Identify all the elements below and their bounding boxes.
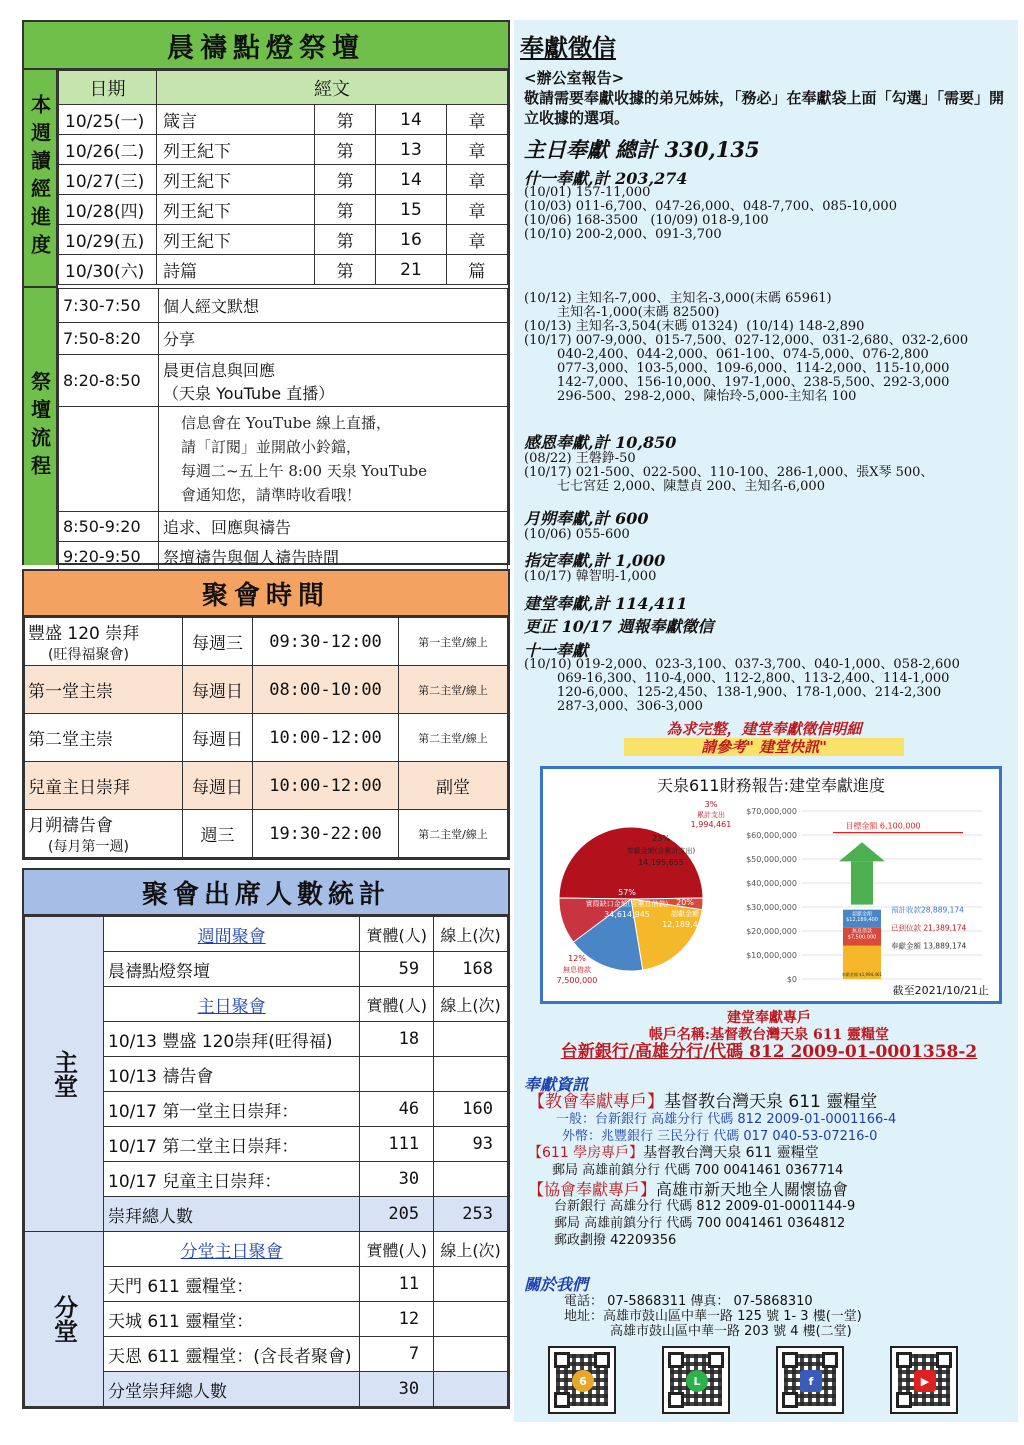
axis-tick: $40,000,000 bbox=[746, 879, 797, 888]
donation-info bbox=[528, 1094, 1018, 1249]
attendance-in: 111 bbox=[360, 1127, 434, 1162]
facebook-qr-code[interactable] bbox=[776, 1346, 844, 1414]
slice-label: 認獻金額 bbox=[671, 910, 699, 918]
reading-unit: 章 bbox=[446, 225, 507, 255]
account-line1: 帳戶名稱:基督教台灣天泉 611 靈糧堂 bbox=[648, 1027, 890, 1043]
reading-num: 13 bbox=[376, 135, 447, 165]
chart-title: 天泉611財務報告:建堂奉獻進度 bbox=[657, 776, 885, 795]
flow-row bbox=[59, 289, 508, 323]
meeting-name: 兒童主日崇拜 bbox=[25, 762, 183, 810]
meeting-time: 10:00-12:00 bbox=[253, 762, 399, 810]
sunday-link[interactable]: 主日聚會 bbox=[104, 987, 360, 1022]
building-head: 建堂奉獻,計 114,411 bbox=[524, 594, 688, 613]
attendance-name: 10/13 禱告會 bbox=[104, 1057, 360, 1092]
flow-item: 分享 bbox=[159, 323, 508, 355]
branch-total-name: 分堂崇拜總人數 bbox=[104, 1372, 360, 1407]
flow-side-label: 祭壇流程 bbox=[24, 286, 58, 565]
attendance-in: 46 bbox=[360, 1092, 434, 1127]
assoc-name: 高雄市新天地全人關懷協會 bbox=[656, 1180, 849, 1199]
col-in: 實體(人) bbox=[360, 1232, 434, 1267]
axis-tick: $30,000,000 bbox=[746, 903, 797, 912]
church-line1: 一般：台新銀行 高雄分行 代碼 812 2009-01-0001166-4 bbox=[556, 1112, 897, 1127]
office-notice bbox=[524, 68, 1014, 128]
attendance-name: 10/17 第一堂主日崇拜： bbox=[104, 1092, 360, 1127]
attendance-name: 天門 611 靈糧堂： bbox=[104, 1267, 360, 1302]
about-head: 關於我們 bbox=[524, 1275, 589, 1294]
youtube-qr-code[interactable] bbox=[890, 1346, 958, 1414]
reading-pre: 第 bbox=[315, 195, 376, 225]
church-logo-icon: 6 bbox=[572, 1370, 594, 1392]
slice-value: 12,189,400 bbox=[662, 920, 708, 929]
tithe-line: (10/13) 主知名-3,504(末碼 01324) (10/14) 148-2,890 bbox=[524, 319, 865, 334]
col-in: 實體(人) bbox=[360, 987, 434, 1022]
slice-pct: 12% bbox=[568, 954, 586, 963]
flow-time: 9:20-9:50 bbox=[59, 542, 159, 571]
church-name: 基督教台灣天泉 611 靈糧堂 bbox=[664, 1092, 878, 1112]
meeting-row bbox=[25, 714, 508, 762]
attendance-title: 聚會出席人數統計 bbox=[24, 870, 508, 916]
attendance-online bbox=[434, 1022, 508, 1057]
slice-pct: 57% bbox=[618, 888, 636, 897]
flow-time: 8:20-8:50 bbox=[59, 355, 159, 407]
meeting-row bbox=[25, 618, 508, 666]
tithe-line: (10/12) 主知名-7,000、主知名-3,000(末碼 65961) bbox=[524, 291, 832, 306]
progress-arrow-shaft bbox=[851, 861, 873, 904]
building-note-line: 請參考" 建堂快訊" bbox=[701, 738, 827, 756]
building-account bbox=[524, 1010, 1014, 1061]
attendance-online: 168 bbox=[434, 952, 508, 987]
thanks-line: (10/17) 021-500、022-500、110-100、286-1,000、張X琴 500、 bbox=[524, 465, 934, 480]
reading-unit: 章 bbox=[446, 105, 507, 135]
col-online: 線上(次) bbox=[434, 917, 508, 952]
slice-pct: 23% bbox=[652, 834, 670, 843]
assoc-tag: 【協會奉獻專戶】 bbox=[528, 1180, 657, 1199]
flow-time: 7:50-8:20 bbox=[59, 323, 159, 355]
meeting-row bbox=[25, 762, 508, 810]
tithe-line: (10/10) 200-2,000、091-3,700 bbox=[524, 227, 722, 242]
note-line: 會通知您，請準時收看哦！ bbox=[181, 486, 362, 504]
bar-inner-label: 認獻金額 bbox=[851, 911, 873, 918]
flow-item: 祭壇禱告與個人禱告時間 bbox=[159, 542, 508, 571]
tithe2-line: 069-16,300、110-4,000、112-2,800、113-2,400、114-1,000 bbox=[524, 671, 950, 686]
branch-link[interactable]: 分堂主日聚會 bbox=[104, 1232, 360, 1267]
tithe2-line: 287-3,000、306-3,000 bbox=[524, 699, 703, 714]
meeting-day: 每週三 bbox=[183, 618, 253, 666]
flow-row bbox=[59, 323, 508, 355]
attendance-online bbox=[434, 1267, 508, 1302]
bar-inner-label: 奉獻金額 $1,994,461 bbox=[841, 972, 883, 978]
meeting-place: 副堂 bbox=[399, 762, 508, 810]
slice-label: 奉獻金額(含累計支出) bbox=[626, 847, 696, 855]
reading-unit: 篇 bbox=[446, 255, 507, 285]
designated-head: 指定奉獻,計 1,000 bbox=[524, 551, 666, 570]
reading-row bbox=[59, 165, 508, 195]
axis-tick: $20,000,000 bbox=[746, 927, 797, 936]
account-line2: 台新銀行/高雄分行/代碼 812 2009-01-0001358-2 bbox=[560, 1042, 978, 1062]
tithe-head: 什一奉獻,計 203,274 bbox=[524, 169, 688, 188]
attendance-total-in: 205 bbox=[360, 1197, 434, 1232]
meeting-time: 10:00-12:00 bbox=[253, 714, 399, 762]
designated-line: (10/17) 韓智明-1,000 bbox=[524, 569, 657, 584]
line-icon: L bbox=[686, 1370, 708, 1392]
flow-table bbox=[58, 288, 508, 571]
reading-date: 10/27(三) bbox=[59, 165, 157, 195]
meeting-sub: (旺得福聚會) bbox=[48, 647, 129, 663]
meeting-times-section bbox=[22, 569, 510, 860]
bar-label: 奉獻金額 13,889,174 bbox=[891, 941, 967, 951]
assoc-line2: 郵局 高雄前鎮分行 代碼 700 0041461 0364812 bbox=[554, 1216, 846, 1231]
reading-row bbox=[59, 195, 508, 225]
meeting-name: 豐盛 120 崇拜 bbox=[28, 624, 140, 644]
reading-book: 列王紀下 bbox=[157, 195, 315, 225]
bar-inner-label: 無息借款 bbox=[851, 928, 873, 935]
reading-header-text: 經文 bbox=[157, 71, 508, 105]
reading-book: 列王紀下 bbox=[157, 135, 315, 165]
reading-row bbox=[59, 135, 508, 165]
meeting-place: 第二主堂/線上 bbox=[399, 714, 508, 762]
attendance-name: 晨禱點燈祭壇 bbox=[104, 952, 360, 987]
prayer-altar-section bbox=[22, 20, 510, 565]
attendance-total-name: 崇拜總人數 bbox=[104, 1197, 360, 1232]
offering-title: 奉獻徵信 bbox=[520, 33, 616, 62]
meeting-table bbox=[24, 617, 508, 858]
designated-lines bbox=[524, 570, 1014, 584]
meeting-place: 第二主堂/線上 bbox=[399, 810, 508, 858]
reading-date: 10/26(二) bbox=[59, 135, 157, 165]
reading-pre: 第 bbox=[315, 225, 376, 255]
attendance-name: 10/17 兒童主日崇拜： bbox=[104, 1162, 360, 1197]
meeting-sub: (每月第一週) bbox=[48, 839, 129, 855]
tithe-line: (10/01) 157-11,000 bbox=[524, 185, 651, 200]
reading-book: 詩篇 bbox=[157, 255, 315, 285]
tithe-line: (10/06) 168-3500 (10/09) 018-9,100 bbox=[524, 213, 769, 228]
attendance-table bbox=[24, 916, 508, 1407]
meeting-day: 每週日 bbox=[183, 762, 253, 810]
axis-tick: $50,000,000 bbox=[746, 855, 797, 864]
flow-item-live bbox=[159, 355, 508, 407]
attendance-online: 93 bbox=[434, 1127, 508, 1162]
axis-tick: $70,000,000 bbox=[746, 807, 797, 816]
attendance-in: 12 bbox=[360, 1302, 434, 1337]
tithe-line: 296-500、298-2,000、陳怡玲-5,000-主知名 100 bbox=[524, 389, 857, 404]
attendance-online bbox=[434, 1337, 508, 1372]
col-online: 線上(次) bbox=[434, 1232, 508, 1267]
flow-time: 8:50-9:20 bbox=[59, 512, 159, 542]
branch-label: 分堂 bbox=[25, 1232, 104, 1407]
meeting-day: 每週日 bbox=[183, 714, 253, 762]
note-line: 信息會在 YouTube 線上直播， bbox=[181, 414, 391, 432]
chart-svg bbox=[543, 769, 999, 1001]
flow-row bbox=[59, 355, 508, 407]
flow-item: 晨更信息與回應 bbox=[163, 360, 276, 380]
col-online: 線上(次) bbox=[434, 987, 508, 1022]
attendance-online: 160 bbox=[434, 1092, 508, 1127]
tithe2-lines bbox=[524, 658, 1014, 714]
slice-label: 實際缺口金額(含無息借款) bbox=[585, 900, 669, 908]
newmoon-lines bbox=[524, 528, 1014, 542]
office-label: <辦公室報告> bbox=[524, 69, 625, 87]
newmoon-head: 月朔奉獻,計 600 bbox=[524, 509, 649, 528]
axis-tick: $0 bbox=[786, 975, 797, 984]
facebook-icon: f bbox=[800, 1370, 822, 1392]
meeting-name: 第二堂主崇 bbox=[25, 714, 183, 762]
tithe2-line: (10/10) 019-2,000、023-3,100、037-3,700、040-1,000、058-2,600 bbox=[524, 657, 960, 672]
school-name: 基督教台灣天泉 611 靈糧堂 bbox=[643, 1145, 819, 1161]
progress-arrow-head bbox=[839, 842, 885, 861]
reading-unit: 章 bbox=[446, 195, 507, 225]
tithe-lines bbox=[524, 186, 1014, 404]
slice-pct: 3% bbox=[704, 800, 718, 809]
reading-num: 15 bbox=[376, 195, 447, 225]
meeting-time: 19:30-22:00 bbox=[253, 810, 399, 858]
reading-num: 21 bbox=[376, 255, 447, 285]
tithe-line: 040-2,400、044-2,000、061-100、074-5,000、076-2,800 bbox=[524, 347, 929, 362]
meeting-time: 09:30-12:00 bbox=[253, 618, 399, 666]
school-line1: 郵局 高雄前鎮分行 代碼 700 0041461 0367714 bbox=[552, 1163, 844, 1178]
church-line2: 外幣：兆豐銀行 三民分行 代碼 017 040-53-07216-0 bbox=[562, 1129, 878, 1144]
reading-unit: 章 bbox=[446, 165, 507, 195]
meeting-time: 08:00-10:00 bbox=[253, 666, 399, 714]
flow-item-sub: （天泉 YouTube 直播） bbox=[163, 383, 335, 403]
about-info bbox=[564, 1294, 1024, 1339]
attendance-total-online: 253 bbox=[434, 1197, 508, 1232]
reading-row bbox=[59, 255, 508, 285]
thanks-lines bbox=[524, 452, 1014, 494]
target-label: 目標金額 6,100,000 bbox=[845, 821, 921, 831]
building-note bbox=[624, 720, 904, 756]
reading-date: 10/28(四) bbox=[59, 195, 157, 225]
website-qr-code[interactable] bbox=[548, 1346, 616, 1414]
tithe-line: (10/17) 007-9,000、015-7,500、027-12,000、031-2,680、032-2,600 bbox=[524, 333, 969, 348]
reading-book: 箴言 bbox=[157, 105, 315, 135]
bar-label: 已到位款 21,389,174 bbox=[891, 923, 967, 933]
meeting-row bbox=[25, 666, 508, 714]
building-note-line: 為求完整，建堂奉獻徵信明細 bbox=[666, 720, 862, 738]
tithe2-head: 十一奉獻 bbox=[524, 641, 589, 660]
note-line: 請「訂閱」並開啟小鈴鐺， bbox=[181, 438, 362, 456]
attendance-in: 30 bbox=[360, 1162, 434, 1197]
attendance-online bbox=[434, 1302, 508, 1337]
youtube-icon: ▶ bbox=[914, 1370, 936, 1392]
account-head: 建堂奉獻專戶 bbox=[727, 1010, 811, 1026]
weekly-link[interactable]: 週間聚會 bbox=[104, 917, 360, 952]
altar-title: 晨禱點燈祭壇 bbox=[24, 22, 508, 70]
attendance-name: 10/17 第二堂主日崇拜： bbox=[104, 1127, 360, 1162]
meeting-place: 第一主堂/線上 bbox=[399, 618, 508, 666]
attendance-name: 天恩 611 靈糧堂：(含長者聚會) bbox=[104, 1337, 360, 1372]
reading-header-date: 日期 bbox=[59, 71, 157, 105]
assoc-line3: 郵政劃撥 42209356 bbox=[554, 1233, 677, 1248]
meeting-name: 第一堂主崇 bbox=[25, 666, 183, 714]
bar-inner-label: $12,189,400 bbox=[846, 916, 878, 923]
col-in: 實體(人) bbox=[360, 917, 434, 952]
attendance-section bbox=[22, 868, 510, 1409]
reading-pre: 第 bbox=[315, 135, 376, 165]
attendance-in: 18 bbox=[360, 1022, 434, 1057]
slice-label: 累計支出 bbox=[697, 811, 725, 819]
tithe-line: 142-7,000、156-10,000、197-1,000、238-5,500、292-3,000 bbox=[524, 375, 950, 390]
reading-book: 列王紀下 bbox=[157, 225, 315, 255]
youtube-note bbox=[159, 407, 508, 512]
tithe-line bbox=[524, 242, 1014, 292]
note-line: 每週二~五上午 8:00 天泉 YouTube bbox=[181, 462, 427, 480]
assoc-line1: 台新銀行 高雄分行 代碼 812 2009-01-0001144-9 bbox=[554, 1199, 856, 1214]
info-head: 奉獻資訊 bbox=[524, 1075, 589, 1094]
reading-date: 10/30(六) bbox=[59, 255, 157, 285]
meeting-row bbox=[25, 810, 508, 858]
axis-tick: $60,000,000 bbox=[746, 831, 797, 840]
thanks-line: (08/22) 王磐錚-50 bbox=[524, 451, 636, 466]
attendance-online bbox=[434, 1162, 508, 1197]
tithe2-line: 120-6,000、125-2,450、138-1,900、178-1,000、214-2,300 bbox=[524, 685, 942, 700]
attendance-in bbox=[360, 1057, 434, 1092]
reading-pre: 第 bbox=[315, 105, 376, 135]
attendance-name: 天城 611 靈糧堂： bbox=[104, 1302, 360, 1337]
flow-time: 7:30-7:50 bbox=[59, 289, 159, 323]
bar-inner-label: $7,500,000 bbox=[847, 934, 877, 941]
slice-value: 14,195,655 bbox=[638, 858, 684, 867]
about-address2: 高雄市鼓山區中華一路 203 號 4 樓(二堂) bbox=[610, 1324, 852, 1339]
meeting-title: 聚會時間 bbox=[24, 571, 508, 617]
flow-row bbox=[59, 542, 508, 571]
attendance-name: 10/13 豐盛 120崇拜(旺得福) bbox=[104, 1022, 360, 1057]
right-column bbox=[514, 20, 1018, 1422]
reading-date: 10/25(一) bbox=[59, 105, 157, 135]
about-phone: 電話： 07-5868311 傳真： 07-5868310 bbox=[564, 1294, 813, 1309]
sunday-total: 主日奉獻 總計 330,135 bbox=[524, 137, 760, 162]
correction-head: 更正 10/17 週報奉獻徵信 bbox=[524, 617, 714, 636]
meeting-name: 月朔禱告會 bbox=[28, 816, 113, 836]
newmoon-line: (10/06) 055-600 bbox=[524, 527, 630, 542]
branch-total-in: 30 bbox=[360, 1372, 434, 1407]
flow-item: 追求、回應與禱告 bbox=[159, 512, 508, 542]
chart-footer: 截至2021/10/21止 bbox=[892, 984, 989, 997]
line-qr-code[interactable] bbox=[662, 1346, 730, 1414]
flow-item: 個人經文默想 bbox=[159, 289, 508, 323]
church-tag: 【教會奉獻專戶】 bbox=[528, 1092, 664, 1112]
reading-book: 列王紀下 bbox=[157, 165, 315, 195]
notice-text: 敬請需要奉獻收據的弟兄姊妹，「務必」在奉獻袋上面「勾選」「需要」開立收據的選項。 bbox=[524, 89, 1005, 127]
meeting-place: 第二主堂/線上 bbox=[399, 666, 508, 714]
reading-unit: 章 bbox=[446, 135, 507, 165]
about-address1: 地址：高雄市鼓山區中華一路 125 號 1- 3 樓(一堂) bbox=[564, 1309, 862, 1324]
attendance-in: 7 bbox=[360, 1337, 434, 1372]
slice-value: 7,500,000 bbox=[556, 976, 598, 985]
reading-pre: 第 bbox=[315, 255, 376, 285]
reading-side-label: 本週讀經進度 bbox=[24, 70, 58, 286]
meeting-day: 每週日 bbox=[183, 666, 253, 714]
axis-tick: $10,000,000 bbox=[746, 951, 797, 960]
tithe-line: (10/03) 011-6,700、047-26,000、048-7,700、085-10,000 bbox=[524, 199, 897, 214]
thanks-line: 七七宮廷 2,000、陳慧貞 200、主知名-6,000 bbox=[524, 479, 825, 494]
branch-total-online bbox=[434, 1372, 508, 1407]
attendance-online bbox=[434, 1057, 508, 1092]
main-hall-label: 主堂 bbox=[25, 917, 104, 1232]
reading-num: 14 bbox=[376, 165, 447, 195]
slice-label: 無息借款 bbox=[563, 966, 591, 974]
attendance-in: 59 bbox=[360, 952, 434, 987]
reading-row bbox=[59, 225, 508, 255]
slice-value: 1,994,461 bbox=[690, 820, 732, 829]
reading-pre: 第 bbox=[315, 165, 376, 195]
reading-date: 10/29(五) bbox=[59, 225, 157, 255]
reading-row bbox=[59, 105, 508, 135]
building-fund-chart bbox=[540, 766, 1002, 1004]
tithe-line: 077-3,000、103-5,000、109-6,000、114-2,000、115-10,000 bbox=[524, 361, 950, 376]
attendance-in: 11 bbox=[360, 1267, 434, 1302]
reading-num: 16 bbox=[376, 225, 447, 255]
flow-row bbox=[59, 512, 508, 542]
slice-value: 34,614,945 bbox=[604, 910, 650, 919]
meeting-day: 週三 bbox=[183, 810, 253, 858]
school-tag: 【611 學房專戶】 bbox=[528, 1145, 644, 1161]
tithe-line: 主知名-1,000(末碼 82500) bbox=[524, 305, 720, 320]
bar-label: 預計收款28,889,174 bbox=[891, 905, 964, 915]
slice-pct: 20% bbox=[676, 898, 694, 907]
reading-table bbox=[58, 70, 508, 285]
thanks-head: 感恩奉獻,計 10,850 bbox=[524, 433, 677, 452]
flow-note-row bbox=[59, 407, 508, 512]
reading-num: 14 bbox=[376, 105, 447, 135]
